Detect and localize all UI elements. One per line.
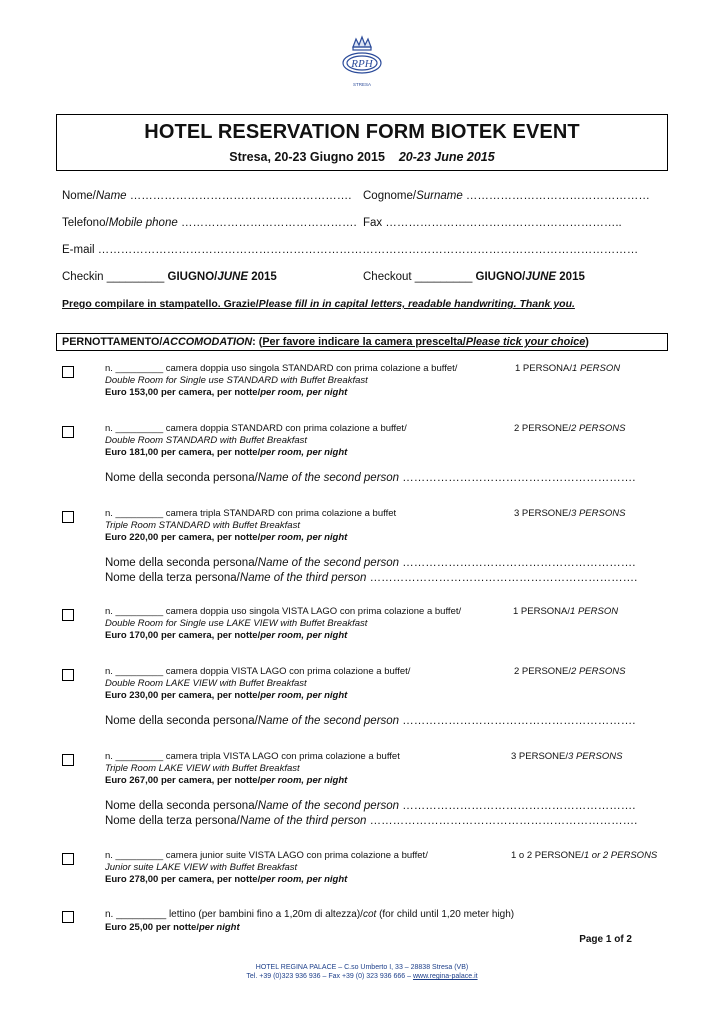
second-person-field[interactable]: Nome della seconda persona/Name of the second person …………………………………………………….	[105, 557, 636, 569]
room-description-en: Double Room for Single use LAKE VIEW with Buffet Breakfast	[105, 618, 368, 629]
second-person-field[interactable]: Nome della seconda persona/Name of the second person …………………………………………………….	[105, 715, 636, 727]
room-occupancy: 1 o 2 PERSONE/1 or 2 PERSONS	[511, 850, 658, 861]
checkout-label: Checkout _________	[363, 271, 476, 283]
cot-price: Euro 25,00 per notte/per night	[105, 922, 240, 933]
event-dates	[57, 150, 667, 164]
fill-instructions: Prego compilare in stampatello. Grazie/Please fill in in capital letters, readable handwriting. Thank you.	[62, 298, 575, 310]
room-checkbox[interactable]	[62, 754, 74, 766]
room-description: n. _________ camera doppia STANDARD con prima colazione a buffet/	[105, 423, 407, 434]
page-number: Page 1 of 2	[579, 934, 632, 945]
room-description-en: Double Room LAKE VIEW with Buffet Breakfast	[105, 678, 307, 689]
hotel-logo	[336, 34, 388, 90]
surname-label-en: Surname	[416, 190, 463, 202]
surname-dots: …………………………………………	[462, 190, 650, 202]
room-checkbox[interactable]	[62, 426, 74, 438]
room-price: Euro 278,00 per camera, per notte/per room, per night	[105, 874, 348, 885]
room-price: Euro 181,00 per camera, per notte/per room, per night	[105, 447, 348, 458]
phone-label: Telefono/	[62, 217, 109, 229]
logo-monogram: RPH	[351, 58, 373, 70]
checkin-label: Checkin _________	[62, 271, 168, 283]
title-box	[56, 114, 668, 171]
room-price: Euro 220,00 per camera, per notte/per room, per night	[105, 532, 348, 543]
phone-dots: ……………………………………….	[177, 217, 357, 229]
website-link[interactable]: www.regina-palace.it	[412, 973, 478, 980]
room-description-en: Double Room STANDARD with Buffet Breakfast	[105, 435, 308, 446]
form-title: HOTEL RESERVATION FORM BIOTEK EVENT	[144, 121, 580, 143]
second-person-field[interactable]: Nome della seconda persona/Name of the second person …………………………………………………….	[105, 800, 636, 812]
third-person-field[interactable]: Nome della terza persona/Name of the third person …………………………………………………………….	[105, 572, 638, 584]
phone-label-en: Mobile phone	[108, 217, 178, 229]
room-description-en: Triple Room STANDARD with Buffet Breakfast	[105, 520, 300, 531]
room-description-en: Junior suite LAKE VIEW with Buffet Breakfast	[105, 862, 298, 873]
room-description: n. _________ camera tripla VISTA LAGO con prima colazione a buffet	[105, 751, 400, 762]
third-person-field[interactable]: Nome della terza persona/Name of the third person …………………………………………………………….	[105, 815, 638, 827]
event-dates-en: 20-23 June 2015	[398, 150, 495, 164]
checkout-field[interactable]	[363, 271, 585, 283]
phone-field[interactable]	[62, 217, 357, 229]
footer-address: HOTEL REGINA PALACE – C.so Umberto I, 33 – 28838 Stresa (VB)	[255, 964, 469, 971]
surname-field[interactable]	[363, 190, 650, 202]
room-description: n. _________ camera tripla STANDARD con prima colazione a buffet	[105, 508, 397, 519]
room-price: Euro 153,00 per camera, per notte/per room, per night	[105, 387, 348, 398]
accommodation-title: PERNOTTAMENTO/ACCOMODATION: (Per favore indicare la camera prescelta/Please tick your choice)	[62, 336, 589, 348]
cot-checkbox[interactable]	[62, 911, 74, 923]
room-checkbox[interactable]	[62, 853, 74, 865]
name-label-en: Name	[95, 190, 127, 202]
room-occupancy: 2 PERSONE/2 PERSONS	[514, 423, 626, 434]
checkout-month: GIUGNO/JUNE 2015	[475, 271, 585, 283]
room-occupancy: 2 PERSONE/2 PERSONS	[514, 666, 626, 677]
room-description-en: Double Room for Single use STANDARD with Buffet Breakfast	[105, 375, 368, 386]
footer-contacts: Tel. +39 (0)323 936 936 – Fax +39 (0) 323 936 666 – www.regina-palace.it	[246, 973, 478, 980]
room-checkbox[interactable]	[62, 669, 74, 681]
accommodation-header	[56, 333, 668, 351]
room-price: Euro 170,00 per camera, per notte/per room, per night	[105, 630, 348, 641]
room-occupancy: 3 PERSONE/3 PERSONS	[511, 751, 623, 762]
room-description-en: Triple Room LAKE VIEW with Buffet Breakfast	[105, 763, 300, 774]
room-occupancy: 3 PERSONE/3 PERSONS	[514, 508, 626, 519]
room-occupancy: 1 PERSONA/1 PERSON	[515, 363, 621, 374]
room-price: Euro 230,00 per camera, per notte/per room, per night	[105, 690, 348, 701]
surname-label: Cognome/	[363, 190, 417, 202]
room-description: n. _________ camera doppia uso singola STANDARD con prima colazione a buffet/	[105, 363, 458, 374]
event-dates-it: Stresa, 20-23 Giugno 2015	[229, 150, 385, 164]
room-price: Euro 267,00 per camera, per notte/per room, per night	[105, 775, 348, 786]
room-description: n. _________ camera junior suite VISTA LAGO con prima colazione a buffet/	[105, 850, 428, 861]
name-field[interactable]	[62, 190, 351, 202]
room-checkbox[interactable]	[62, 511, 74, 523]
room-description: n. _________ camera doppia VISTA LAGO con prima colazione a buffet/	[105, 666, 411, 677]
logo-caption: STRESA	[352, 82, 372, 87]
fax-field[interactable]: Fax ……………………………………………………..	[363, 217, 622, 229]
room-description: n. _________ camera doppia uso singola VISTA LAGO con prima colazione a buffet/	[105, 606, 462, 617]
name-label: Nome/	[62, 190, 96, 202]
cot-description: n. _________ lettino (per bambini fino a 1,20m di altezza)/cot (for child until 1,20 meter high)	[105, 909, 515, 920]
room-checkbox[interactable]	[62, 366, 74, 378]
room-occupancy: 1 PERSONA/1 PERSON	[513, 606, 619, 617]
room-checkbox[interactable]	[62, 609, 74, 621]
email-field[interactable]: E-mail ……………………………………………………………………………………………………………………………	[62, 244, 639, 256]
name-dots: ………………………………………………….	[126, 190, 352, 202]
checkin-month: GIUGNO/JUNE 2015	[167, 271, 277, 283]
checkin-field[interactable]	[62, 271, 277, 283]
second-person-field[interactable]: Nome della seconda persona/Name of the second person …………………………………………………….	[105, 472, 636, 484]
